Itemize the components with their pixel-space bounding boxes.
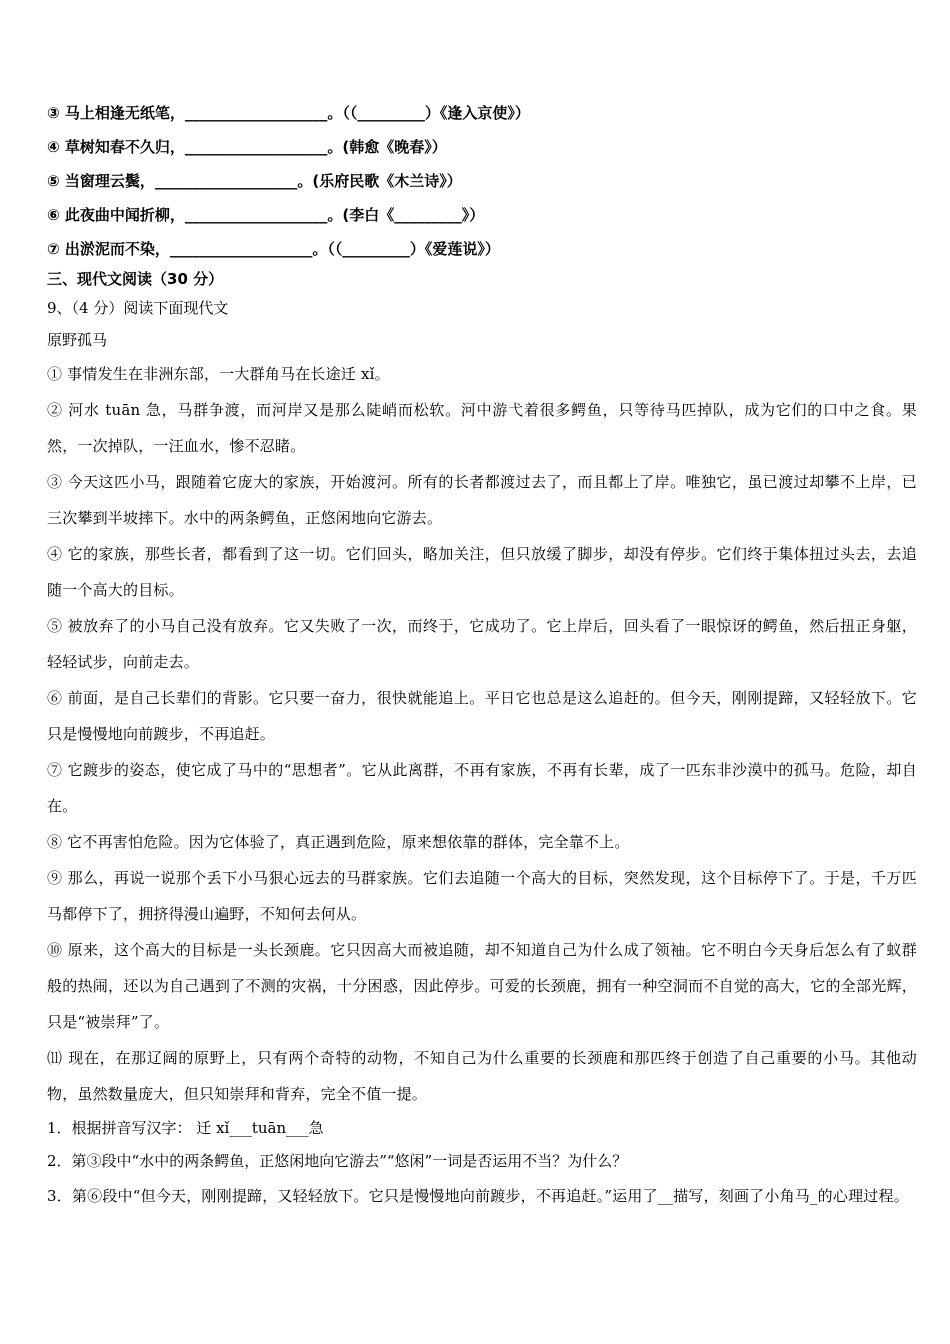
article-paragraph: ⑨ 那么，再说一说那个丢下小马狠心远去的马群家族。它们去追随一个高大的目标，突然发现，这个目标停下了。于是，千万匹马都停下了，拥挤得漫山遍野，不知何去何从。	[47, 869, 917, 923]
poem-line: ④ 草树知春不久归，___________________。(韩愈《晚春》）	[47, 138, 447, 156]
section-heading: 三、现代文阅读（30 分）	[47, 270, 224, 288]
question-item: 1．根据拼音写汉字： 迁 xǐ___tuān___急	[47, 1119, 324, 1137]
article-paragraph: ⑩ 原来，这个高大的目标是一头长颈鹿。它只因高大而被追随，却不知道自己为什么成了领袖。它不明白今天身后怎么有了蚁群般的热闹，还以为自己遇到了不测的灾祸，十分困惑，因此停步。可爱的长颈鹿，拥有一种空洞而不自觉的高大，它的全部光辉，只是“被崇拜”了。	[47, 941, 917, 1031]
poem-line: ⑤ 当窗理云鬓，___________________。(乐府民歌《木兰诗》）	[47, 172, 462, 190]
article-paragraph: ① 事情发生在非洲东部，一大群角马在长途迁 xǐ。	[47, 365, 390, 383]
poem-line: ⑥ 此夜曲中闻折柳，___________________。(李白《_________》）	[47, 206, 485, 224]
article-paragraph: ⑧ 它不再害怕危险。因为它体验了，真正遇到危险，原来想依靠的群体，完全靠不上。	[47, 833, 630, 851]
question-item: 2．第③段中“水中的两条鳄鱼，正悠闲地向它游去”“悠闲”一词是否运用不当？为什么？	[47, 1152, 628, 1170]
article-paragraph: ④ 它的家族，那些长者，都看到了这一切。它们回头，略加关注，但只放缓了脚步，却没有停步。它们终于集体扭过头去，去追随一个高大的目标。	[47, 545, 917, 599]
article-paragraph: ⑤ 被放弃了的小马自己没有放弃。它又失败了一次，而终于，它成功了。它上岸后，回头看了一眼惊讶的鳄鱼，然后扭正身躯，轻轻试步，向前走去。	[47, 617, 917, 671]
document-page	[47, 96, 917, 1214]
article-paragraph: ⑾ 现在，在那辽阔的原野上，只有两个奇特的动物，不知自己为什么重要的长颈鹿和那匹终于创造了自己重要的小马。其他动物，虽然数量庞大，但只知崇拜和背弃，完全不值一提。	[47, 1049, 917, 1103]
article-paragraph: ② 河水 tuān 急，马群争渡，而河岸又是那么陡峭而松软。河中游弋着很多鳄鱼，只等待马匹掉队，成为它们的口中之食。果然，一次掉队，一汪血水，惨不忍睹。	[47, 401, 917, 455]
question-item: 3．第⑥段中“但今天，刚刚提蹄，又轻轻放下。它只是慢慢地向前踱步，不再追赶。”运用了__描写，刻画了小角马_的心理过程。	[47, 1187, 909, 1205]
poem-line: ③ 马上相逢无纸笔，___________________。（（_________）《逢入京使》）	[47, 104, 530, 122]
article-paragraph: ⑦ 它踱步的姿态，使它成了马中的“思想者”。它从此离群，不再有家族，不再有长辈，成了一匹东非沙漠中的孤马。危险，却自在。	[47, 761, 917, 815]
poem-line: ⑦ 出淤泥而不染，___________________。（（_________）《爱莲说》）	[47, 240, 500, 258]
question-intro: 9、（4 分）阅读下面现代文	[47, 299, 229, 317]
article-paragraph: ⑥ 前面，是自己长辈们的背影。它只要一奋力，很快就能追上。平日它也总是这么追赶的。但今天，刚刚提蹄，又轻轻放下。它只是慢慢地向前踱步，不再追赶。	[47, 689, 917, 743]
article-title: 原野孤马	[47, 331, 108, 349]
article-paragraph: ③ 今天这匹小马，跟随着它庞大的家族，开始渡河。所有的长者都渡过去了，而且都上了岸。唯独它，虽已渡过却攀不上岸，已三次攀到半坡摔下。水中的两条鳄鱼，正悠闲地向它游去。	[47, 473, 917, 527]
